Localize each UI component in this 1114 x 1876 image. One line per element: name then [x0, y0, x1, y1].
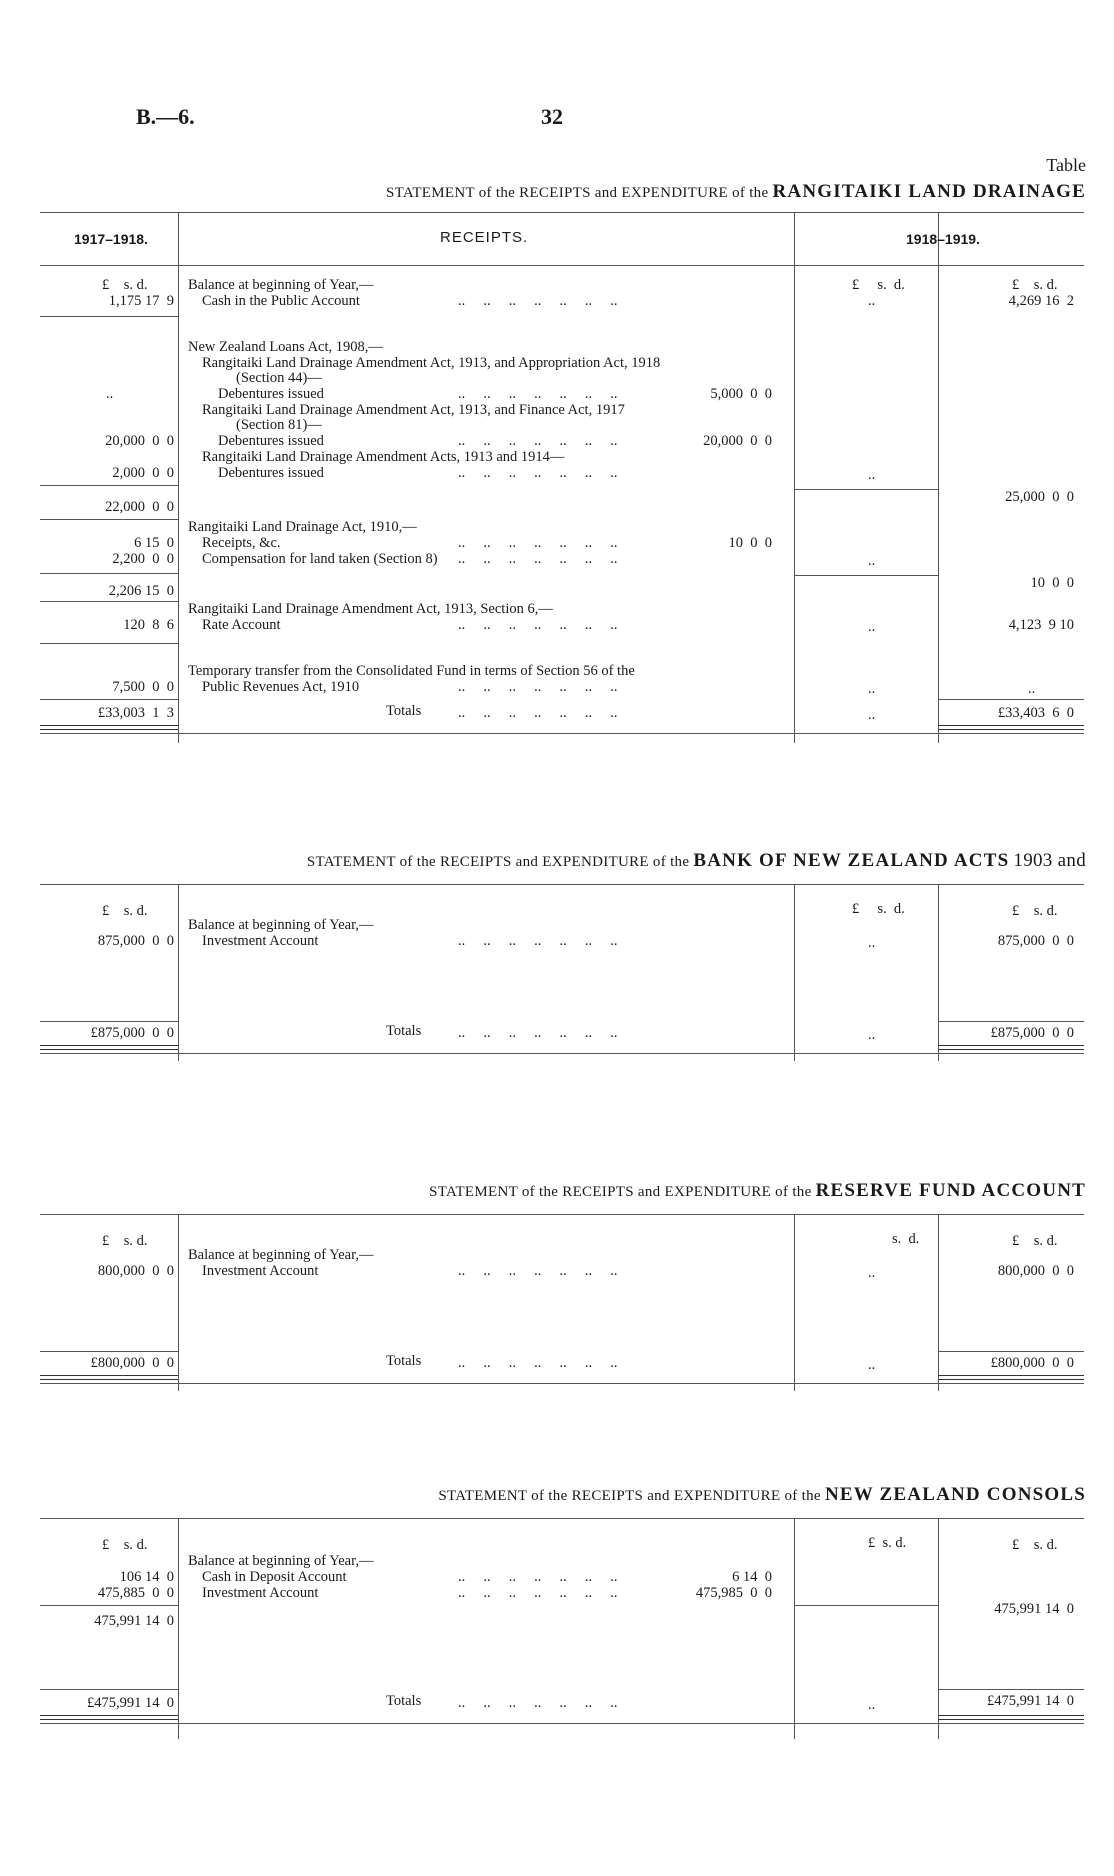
- leader-dots: .. .. .. .. .. .. ..: [458, 433, 618, 449]
- fund-name: RESERVE FUND ACCOUNT: [815, 1180, 1086, 1201]
- sub-prev: 475,991 14 0: [94, 1613, 174, 1629]
- leader-dots: .. .. .. .. .. .. ..: [458, 465, 618, 481]
- rate-right: 4,123 9 10: [1008, 617, 1074, 633]
- currency-header-prev: £ s. d.: [102, 903, 148, 919]
- temp-label-2: Public Revenues Act, 1910: [202, 679, 360, 695]
- fund-suffix: 1903 and: [1013, 850, 1086, 871]
- amend-1917-label: Rangitaiki Land Drainage Amendment Act, 1913, and Finance Act, 1917: [202, 402, 625, 418]
- totals-mid: ..: [868, 1357, 876, 1373]
- sub-right: 475,991 14 0: [994, 1601, 1074, 1617]
- totals-mid: ..: [868, 1697, 876, 1713]
- page-number: 32: [541, 104, 563, 129]
- sub1-right: 25,000 0 0: [1005, 489, 1074, 505]
- cash-prev: 106 14 0: [119, 1569, 174, 1585]
- currency-header-right: £ s. d.: [1012, 1233, 1058, 1249]
- comp-prev: 2,200 0 0: [112, 551, 174, 567]
- leader-dots: .. .. .. .. .. .. ..: [458, 1355, 618, 1371]
- deb1-prev: ..: [106, 386, 114, 402]
- currency-header-mid: s. d.: [892, 1231, 920, 1247]
- rangitaiki-table: [40, 212, 1084, 743]
- currency-header-prev: £ s. d.: [102, 1537, 148, 1553]
- rate-mid: ..: [868, 619, 876, 635]
- col-prev-year: 1917–1918.: [74, 231, 148, 247]
- leader-dots: .. .. .. .. .. .. ..: [458, 705, 618, 721]
- item-mid: ..: [868, 1265, 876, 1281]
- currency-header-mid: £ s. d.: [868, 1535, 907, 1551]
- balance-label: Balance at beginning of Year,—: [188, 1247, 374, 1263]
- item-prev: 875,000 0 0: [97, 933, 174, 949]
- leader-dots: .. .. .. .. .. .. ..: [458, 1263, 618, 1279]
- leader-dots: .. .. .. .. .. .. ..: [458, 293, 618, 309]
- amend-1914-label: Rangitaiki Land Drainage Amendment Acts, 1913 and 1914—: [202, 449, 565, 465]
- temp-label-1: Temporary transfer from the Consolidated Fund in terms of Section 56 of the: [188, 663, 635, 679]
- fund-name: RANGITAIKI LAND DRAINAGE: [772, 181, 1086, 202]
- cash-prev: 1,175 17 9: [108, 293, 174, 309]
- sub1-prev: 22,000 0 0: [105, 499, 174, 515]
- receipts-mid: 10 0 0: [728, 535, 772, 551]
- currency-header-right: £ s. d.: [1012, 903, 1058, 919]
- totals-right: £33,403 6 0: [997, 705, 1074, 721]
- totals-label: Totals: [386, 1693, 422, 1709]
- inv-label: Investment Account: [202, 1585, 319, 1601]
- rate-label: Rate Account: [202, 617, 281, 633]
- balance-label: Balance at beginning of Year,—: [188, 277, 374, 293]
- cash-label: Cash in Deposit Account: [202, 1569, 347, 1585]
- item-right: 800,000 0 0: [997, 1263, 1074, 1279]
- section81-label: (Section 81)—: [236, 417, 322, 433]
- deb2-prev: 20,000 0 0: [105, 433, 174, 449]
- inv-prev: 475,885 0 0: [97, 1585, 174, 1601]
- totals-prev: £800,000 0 0: [90, 1355, 174, 1371]
- item-right: 875,000 0 0: [997, 933, 1074, 949]
- currency-header-prev: £ s. d.: [102, 277, 148, 293]
- leader-dots: .. .. .. .. .. .. ..: [458, 1569, 618, 1585]
- currency-header-right: £ s. d.: [1012, 277, 1058, 293]
- currency-header-mid: £ s. d.: [852, 901, 905, 917]
- item-label: Investment Account: [202, 933, 319, 949]
- fund-name: NEW ZEALAND CONSOLS: [824, 1484, 1086, 1505]
- currency-header-right: £ s. d.: [1012, 1537, 1058, 1553]
- cash-mid: ..: [868, 293, 876, 309]
- table-label: Table: [1046, 155, 1086, 175]
- deb2-mid: 20,000 0 0: [703, 433, 772, 449]
- deb3-mid: ..: [868, 467, 876, 483]
- balance-label: Balance at beginning of Year,—: [188, 1553, 374, 1569]
- receipts-prev: 6 15 0: [134, 535, 174, 551]
- receipts-label: Receipts, &c.: [202, 535, 281, 551]
- leader-dots: .. .. .. .. .. .. ..: [458, 1585, 618, 1601]
- leader-dots: .. .. .. .. .. .. ..: [458, 535, 618, 551]
- inv-mid: 475,985 0 0: [695, 1585, 772, 1601]
- col-receipts: RECEIPTS.: [440, 229, 529, 246]
- cash-label: Cash in the Public Account: [202, 293, 360, 309]
- deb3-label: Debentures issued: [218, 465, 324, 481]
- totals-prev: £875,000 0 0: [90, 1025, 174, 1041]
- currency-header-prev: £ s. d.: [102, 1233, 148, 1249]
- totals-mid: ..: [868, 707, 876, 723]
- cash-mid: 6 14 0: [732, 1569, 772, 1585]
- leader-dots: .. .. .. .. .. .. ..: [458, 1695, 618, 1711]
- comp-label: Compensation for land taken (Section 8): [202, 551, 438, 567]
- nz-loans-label: New Zealand Loans Act, 1908,—: [188, 339, 383, 355]
- rate-prev: 120 8 6: [123, 617, 174, 633]
- deb2-label: Debentures issued: [218, 433, 324, 449]
- comp-mid: ..: [868, 553, 876, 569]
- totals-prev: £33,003 1 3: [97, 705, 174, 721]
- statement-title-reserve: [429, 1180, 1086, 1202]
- totals-mid: ..: [868, 1027, 876, 1043]
- totals-label: Totals: [386, 1023, 422, 1039]
- cash-right: 4,269 16 2: [1008, 293, 1074, 309]
- fund-name: BANK OF NEW ZEALAND ACTS: [693, 850, 1010, 871]
- statement-prefix: STATEMENT of the RECEIPTS and EXPENDITURE of the: [438, 1488, 821, 1504]
- statement-prefix: STATEMENT of the RECEIPTS and EXPENDITURE of the: [306, 854, 690, 870]
- leader-dots: .. .. .. .. .. .. ..: [458, 679, 618, 695]
- item-mid: ..: [868, 935, 876, 951]
- leader-dots: .. .. .. .. .. .. ..: [458, 933, 618, 949]
- leader-dots: .. .. .. .. .. .. ..: [458, 1025, 618, 1041]
- deb3-prev: 2,000 0 0: [112, 465, 174, 481]
- bank-table: [40, 884, 1084, 1061]
- amend-1918-label: Rangitaiki Land Drainage Amendment Act, 1913, and Appropriation Act, 1918: [202, 355, 661, 371]
- totals-right: £475,991 14 0: [987, 1693, 1074, 1709]
- statement-title-bank: [307, 850, 1086, 872]
- leader-dots: .. .. .. .. .. .. ..: [458, 386, 618, 402]
- statement-title-consols: [438, 1484, 1086, 1506]
- totals-prev: £475,991 14 0: [87, 1695, 174, 1711]
- totals-label: Totals: [386, 1353, 422, 1369]
- deb1-mid: 5,000 0 0: [710, 386, 772, 402]
- totals-right: £875,000 0 0: [990, 1025, 1074, 1041]
- temp-right: ..: [1028, 681, 1036, 697]
- sec6-label: Rangitaiki Land Drainage Amendment Act, 1913, Section 6,—: [188, 601, 553, 617]
- leader-dots: .. .. .. .. .. .. ..: [458, 617, 618, 633]
- statement-title-rangitaiki: [386, 181, 1086, 203]
- reserve-table: [40, 1214, 1084, 1391]
- totals-label: Totals: [386, 703, 422, 719]
- sub2-prev: 2,206 15 0: [108, 583, 174, 599]
- item-prev: 800,000 0 0: [97, 1263, 174, 1279]
- balance-label: Balance at beginning of Year,—: [188, 917, 374, 933]
- item-label: Investment Account: [202, 1263, 319, 1279]
- currency-header-mid: £ s. d.: [852, 277, 905, 293]
- deb1-label: Debentures issued: [218, 386, 324, 402]
- temp-prev: 7,500 0 0: [112, 679, 174, 695]
- consols-table: [40, 1518, 1084, 1739]
- statement-prefix: STATEMENT of the RECEIPTS and EXPENDITURE of the: [385, 185, 769, 201]
- act1910-label: Rangitaiki Land Drainage Act, 1910,—: [188, 519, 417, 535]
- col-curr-year: 1918–1919.: [906, 231, 980, 247]
- temp-mid: ..: [868, 681, 876, 697]
- sub2-right: 10 0 0: [1030, 575, 1074, 591]
- statement-prefix: STATEMENT of the RECEIPTS and EXPENDITURE of the: [429, 1184, 812, 1200]
- report-code: B.—6.: [136, 104, 195, 129]
- totals-right: £800,000 0 0: [990, 1355, 1074, 1371]
- section44-label: (Section 44)—: [236, 370, 322, 386]
- leader-dots: .. .. .. .. .. .. ..: [458, 551, 618, 567]
